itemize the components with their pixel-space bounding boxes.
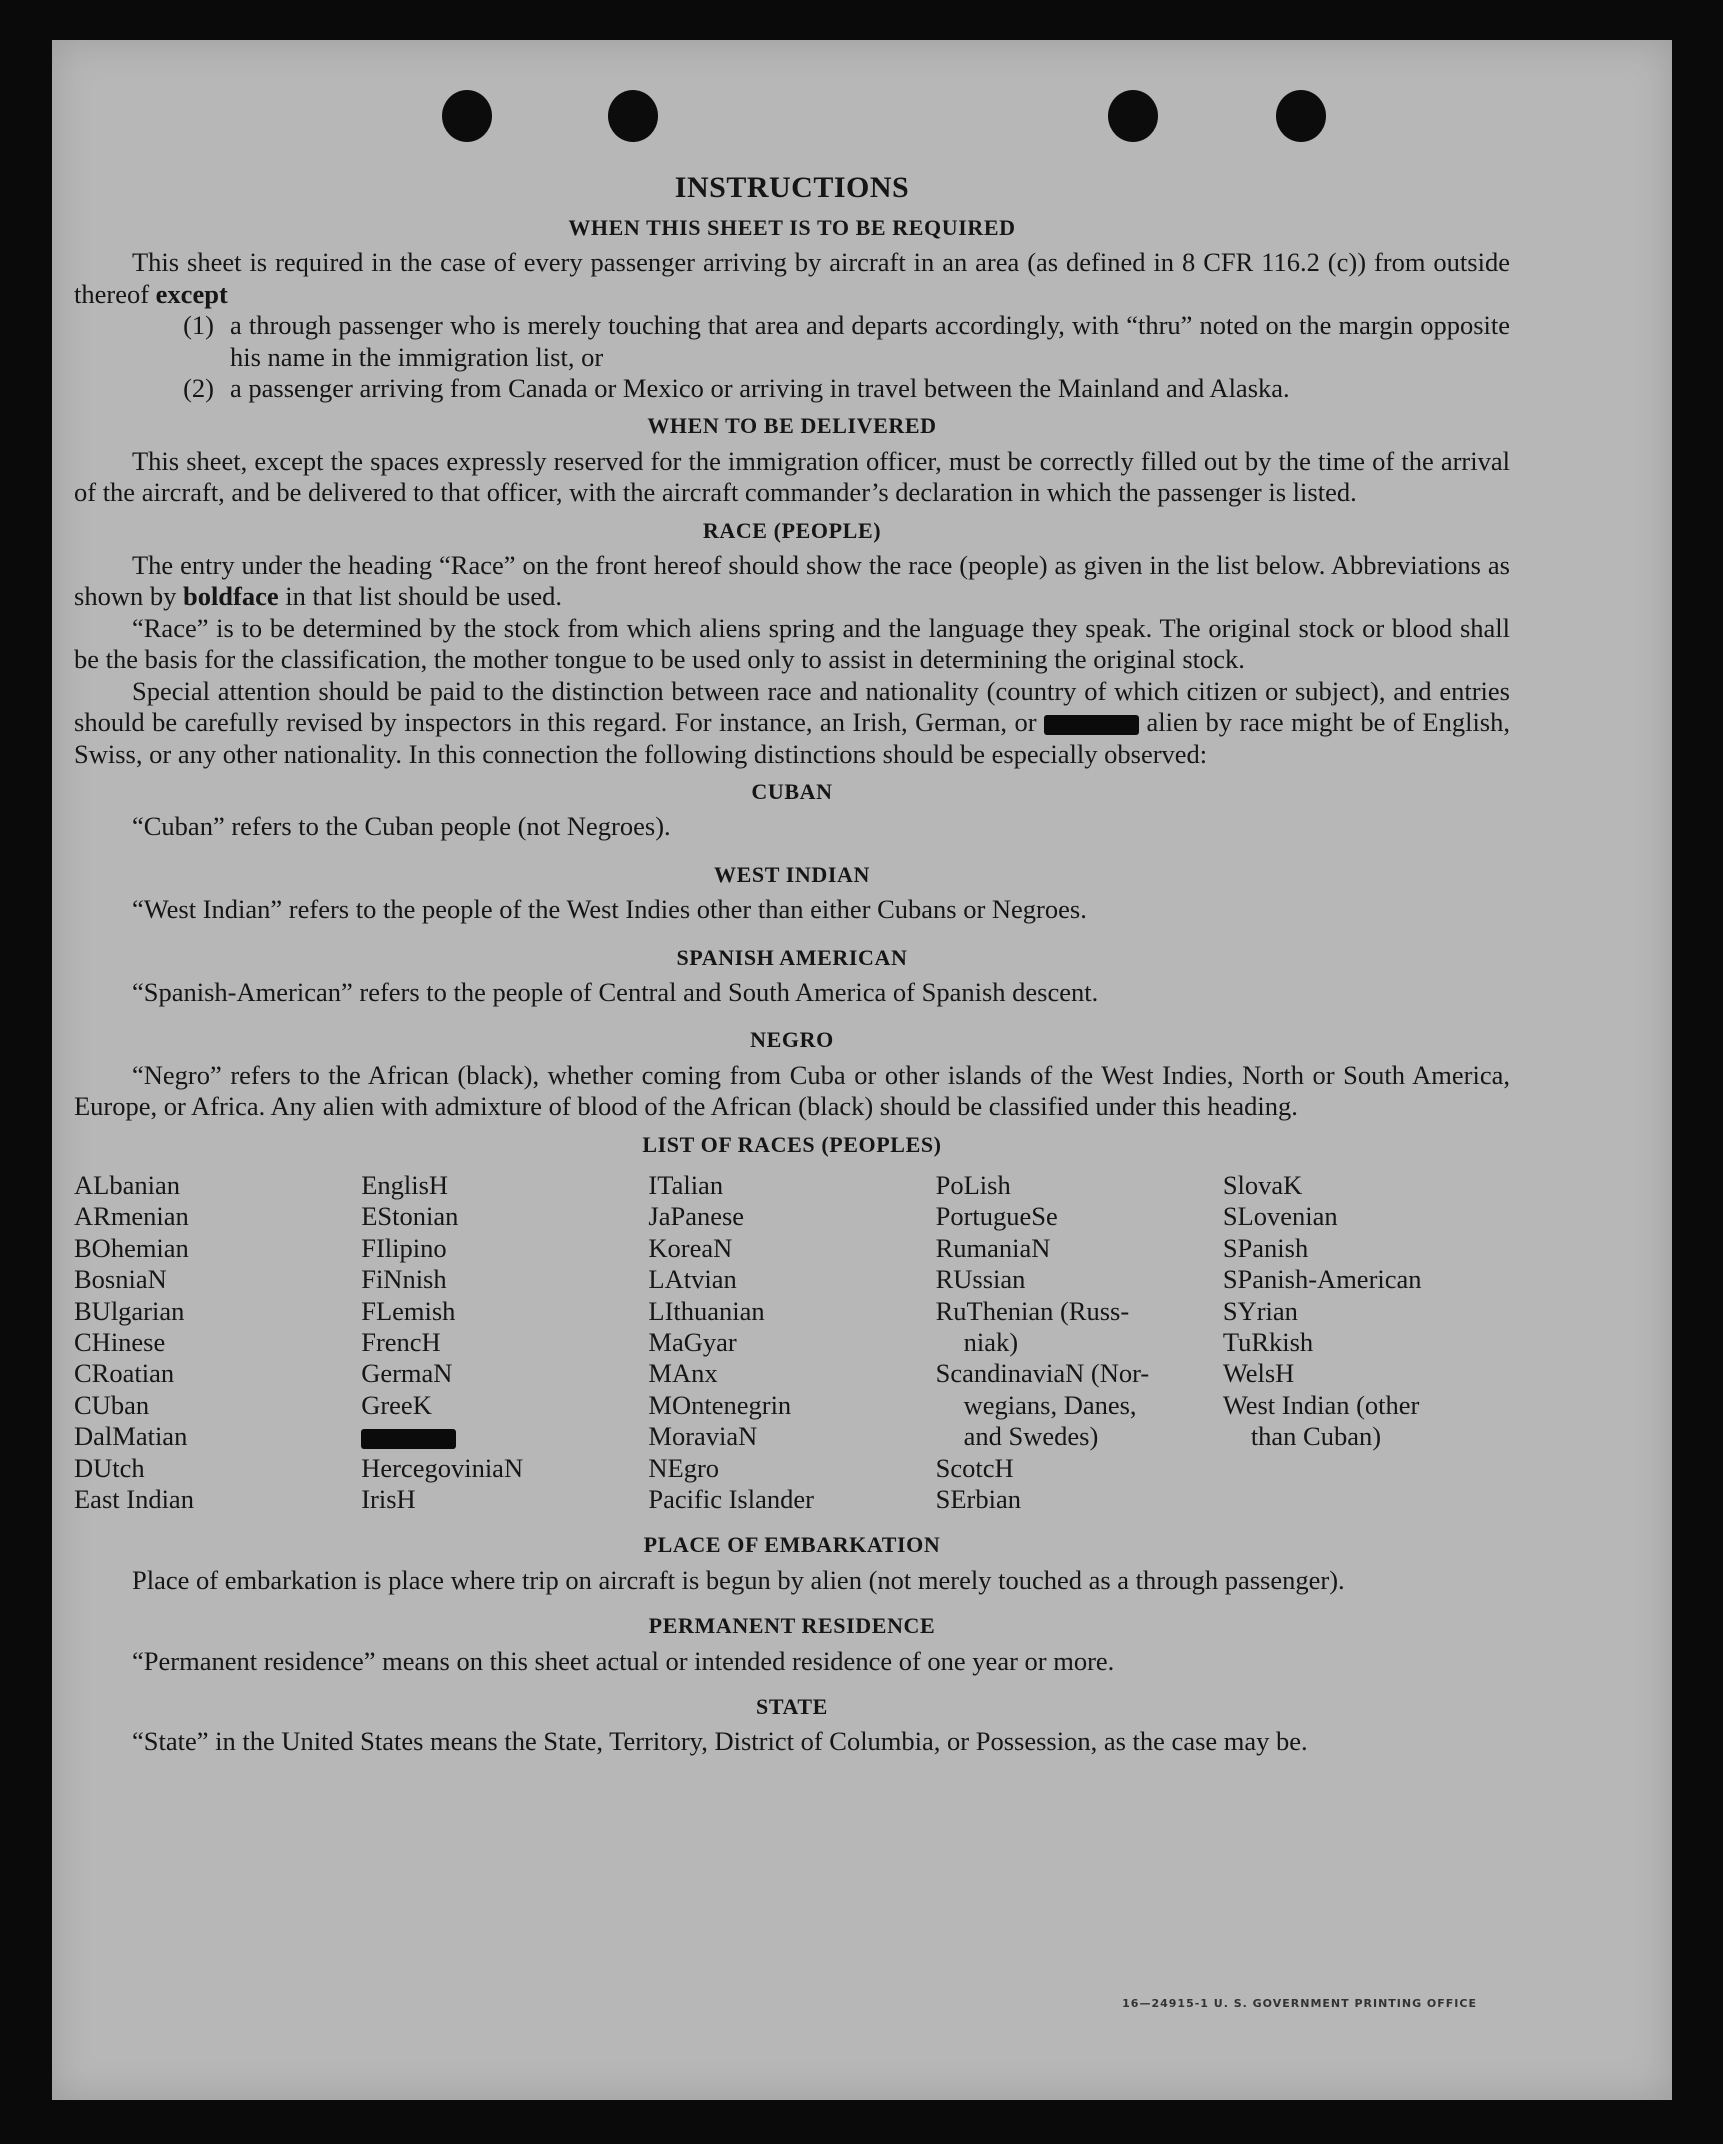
state-text: “State” in the United States means the State, Territory, District of Columbia, or Possession, as the case may be.: [132, 1726, 1308, 1757]
list-item: (1) a through passenger who is merely touching that area and departs accordingly, with “thru” noted on the margin opposite his name in the immigration list, or: [183, 310, 1510, 372]
redaction-mark: [1044, 715, 1139, 735]
race-entry: Pacific Islander: [648, 1484, 814, 1515]
race-entry: CUban: [74, 1389, 150, 1420]
race-entry: EStonian: [361, 1201, 459, 1232]
punch-hole: [608, 90, 658, 142]
race-entry: PoLish: [935, 1169, 1011, 1200]
when-required-text: This sheet is required in the case of every passenger arriving by aircraft in an area (as defined in 8 CFR 116.2 (c)) from outside thereof except: [74, 247, 1510, 309]
west-indian-text: “West Indian” refers to the people of the West Indies other than either Cubans or Negroes.: [132, 894, 1087, 925]
race-entry: FLemish: [361, 1295, 456, 1326]
races-column: [74, 1170, 361, 1515]
race-entry: NEgro: [648, 1452, 720, 1483]
race-entry: niak): [963, 1327, 1019, 1357]
races-column: [648, 1170, 935, 1515]
race-entry: SErbian: [935, 1484, 1021, 1515]
race-entry: ITalian: [648, 1169, 724, 1200]
race-entry: WelsH: [1222, 1358, 1295, 1389]
race-paragraph-2: “Race” is to be determined by the stock from which aliens spring and the language they speak. The original stock or blood shall be the basis for the classification, the mother tongue to be used only to assist in determining the original stock.: [74, 612, 1510, 675]
race-entry: PortugueSe: [935, 1201, 1058, 1232]
race-entry: FrencH: [361, 1327, 441, 1357]
cuban-text: “Cuban” refers to the Cuban people (not Negroes).: [132, 811, 671, 842]
race-entry: FiNnish: [361, 1264, 447, 1295]
race-entry: GermaN: [361, 1358, 453, 1389]
race-entry: IrisH: [361, 1484, 416, 1515]
race-entry: SlovaK: [1222, 1169, 1303, 1200]
race-paragraph-3: Special attention should be paid to the distinction between race and nationality (country of which citizen or subject), and entries should be carefully revised by inspectors in this regard. For instance, an Irish, German, or alien by race might be of English, Swiss, or any other nationality. In this connection the following distinctions should be especially observed:: [74, 675, 1510, 769]
race-entry: GreeK: [361, 1389, 432, 1420]
race-entry: RumaniaN: [935, 1232, 1051, 1263]
race-entry: West Indian (other: [1222, 1389, 1420, 1420]
race-entry: ScotcH: [935, 1452, 1014, 1483]
race-entry: FIlipino: [361, 1232, 447, 1263]
race-entry: MOntenegrin: [648, 1389, 792, 1420]
race-entry: MAnx: [648, 1358, 718, 1389]
race-entry-redacted: [361, 1421, 648, 1452]
race-entry: wegians, Danes,: [963, 1389, 1137, 1420]
race-entry: SLovenian: [1222, 1201, 1338, 1232]
race-entry: and Swedes): [963, 1421, 1099, 1452]
section-heading-embarkation: PLACE OF EMBARKATION: [643, 1532, 941, 1558]
race-entry: EnglisH: [361, 1169, 449, 1200]
spanish-american-text: “Spanish-American” refers to the people of Central and South America of Spanish descent.: [132, 976, 1099, 1007]
when-delivered-text: This sheet, except the spaces expressly reserved for the immigration officer, must be correctly filled out by the time of the arrival of the aircraft, and be delivered to that officer, with the aircraft commander’s declaration in which the passenger is listed.: [74, 445, 1510, 508]
race-entry: RuThenian (Russ-: [935, 1295, 1130, 1326]
race-entry: MoraviaN: [648, 1421, 758, 1452]
race-entry: ScandinaviaN (Nor-: [935, 1358, 1150, 1389]
race-entry: MaGyar: [648, 1327, 737, 1357]
races-column: [936, 1170, 1223, 1515]
races-column: [1223, 1170, 1510, 1515]
race-entry: HercegoviniaN: [361, 1452, 524, 1483]
race-entry: ARmenian: [74, 1201, 189, 1232]
race-entry: ALbanian: [74, 1169, 180, 1200]
page-title: INSTRUCTIONS: [674, 171, 910, 204]
race-entry: SYrian: [1222, 1295, 1298, 1326]
race-entry: SPanish-American: [1222, 1264, 1422, 1295]
race-entry: DalMatian: [74, 1421, 188, 1452]
races-column: [361, 1170, 648, 1515]
race-entry: BosniaN: [74, 1264, 167, 1295]
race-entry: DUtch: [74, 1452, 145, 1483]
section-heading-when-delivered: WHEN TO BE DELIVERED: [647, 413, 937, 439]
printer-imprint: 16—24915-1 U. S. GOVERNMENT PRINTING OFFICE: [1122, 1997, 1477, 2010]
race-entry: LAtvian: [648, 1264, 737, 1295]
punch-hole: [442, 90, 492, 142]
section-heading-cuban: CUBAN: [751, 778, 833, 804]
race-entry: LIthuanian: [648, 1295, 765, 1326]
punch-hole: [1108, 90, 1158, 142]
redaction-mark: [361, 1429, 456, 1449]
section-heading-spanish-american: SPANISH AMERICAN: [676, 944, 908, 970]
residence-text: “Permanent residence” means on this sheet actual or intended residence of one year or more.: [132, 1645, 1115, 1676]
section-heading-residence: PERMANENT RESIDENCE: [648, 1613, 936, 1639]
race-entry: CHinese: [74, 1327, 166, 1357]
race-paragraph-1: The entry under the heading “Race” on the front hereof should show the race (people) as given in the list below. Abbreviations as shown by boldface in that list should be used.: [74, 550, 1510, 612]
section-heading-race: RACE (PEOPLE): [702, 517, 882, 543]
race-entry: KoreaN: [648, 1232, 733, 1263]
list-item: (2) a passenger arriving from Canada or Mexico or arriving in travel between the Mainland and Alaska.: [183, 373, 1290, 404]
section-heading-negro: NEGRO: [750, 1027, 834, 1053]
race-entry: CRoatian: [74, 1358, 175, 1389]
section-heading-when-required: WHEN THIS SHEET IS TO BE REQUIRED: [568, 215, 1016, 240]
punch-hole: [1276, 90, 1326, 142]
races-table: [74, 1170, 1510, 1515]
race-entry: TuRkish: [1222, 1327, 1314, 1357]
section-heading-list-of-races: LIST OF RACES (PEOPLES): [642, 1131, 942, 1157]
race-entry: RUssian: [935, 1264, 1026, 1295]
race-entry: SPanish: [1222, 1232, 1309, 1263]
race-entry: East Indian: [74, 1484, 194, 1515]
embarkation-text: Place of embarkation is place where trip on aircraft is begun by alien (not merely touched as a through passenger).: [132, 1564, 1345, 1595]
section-heading-west-indian: WEST INDIAN: [714, 861, 870, 887]
race-entry: BOhemian: [74, 1232, 189, 1263]
race-entry: JaPanese: [648, 1201, 745, 1232]
document-page: [52, 40, 1672, 2100]
instructions-body: [74, 170, 1510, 1758]
race-entry: than Cuban): [1250, 1421, 1382, 1452]
race-entry: BUlgarian: [74, 1295, 185, 1326]
section-heading-state: STATE: [756, 1694, 828, 1720]
negro-text: “Negro” refers to the African (black), whether coming from Cuba or other islands of the West Indies, North or South America, Europe, or Africa. Any alien with admixture of blood of the African (black) should be classified under this heading.: [74, 1059, 1510, 1122]
